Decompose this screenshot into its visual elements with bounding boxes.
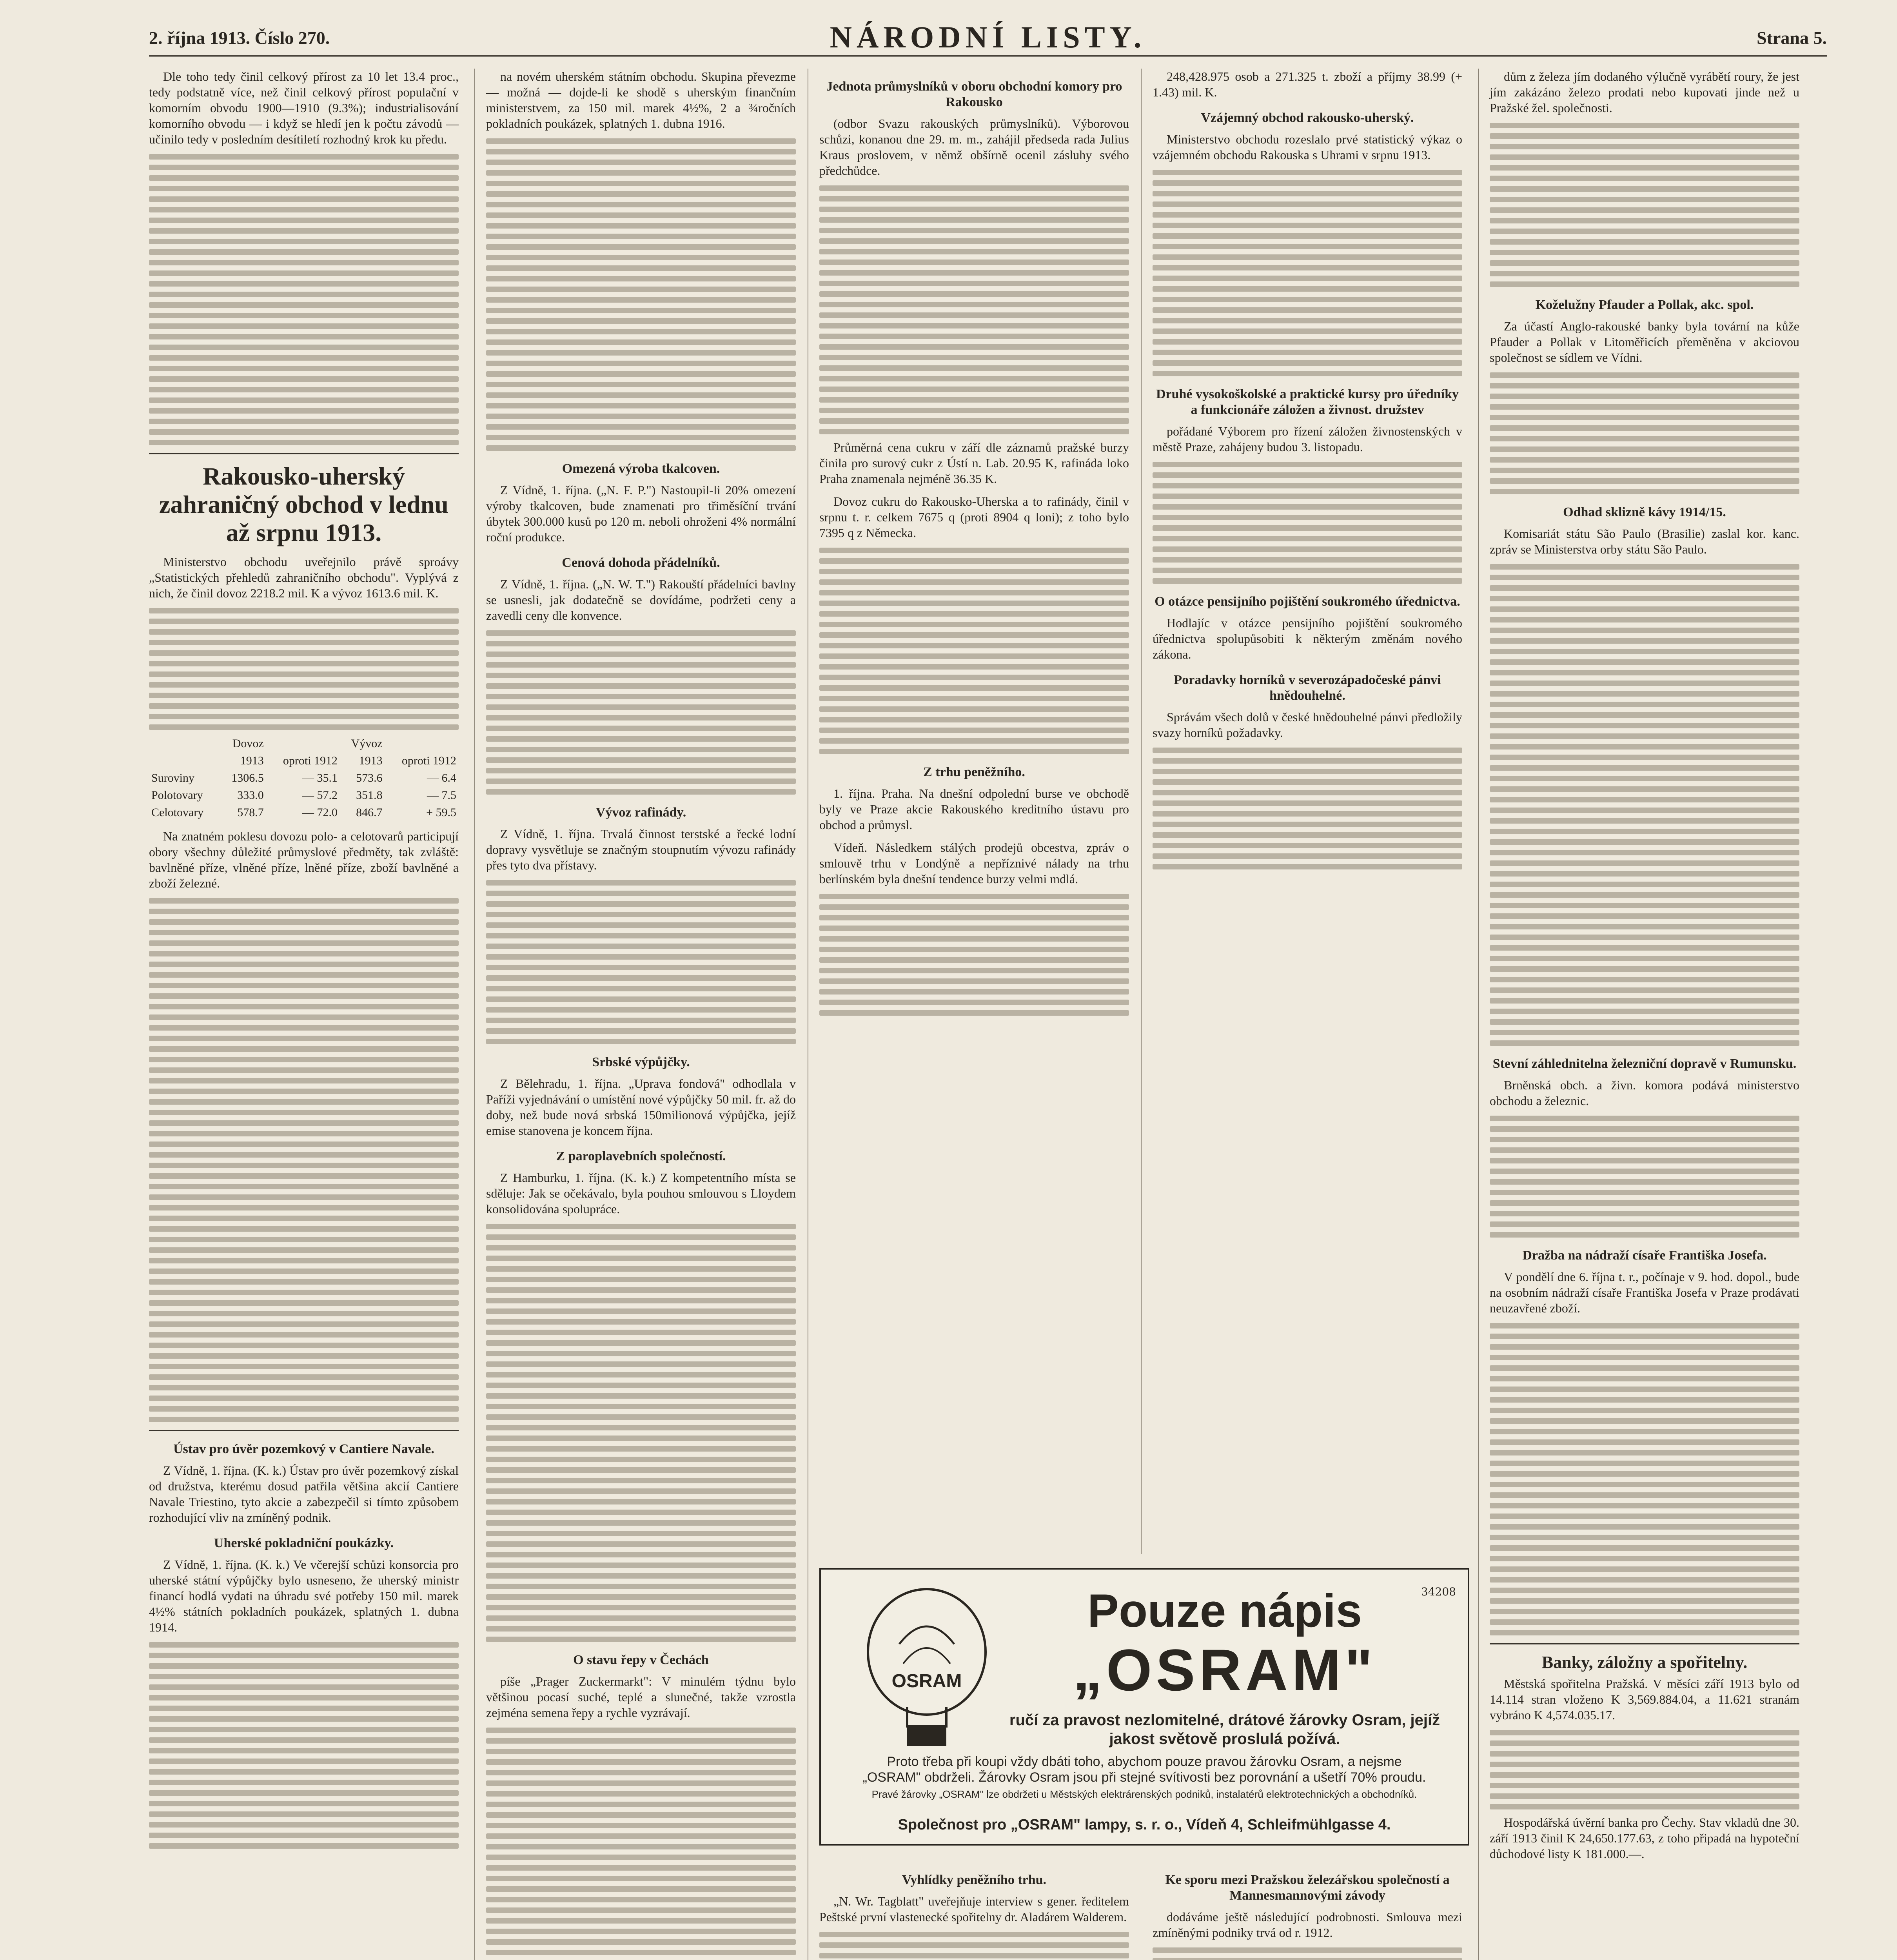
text-filler (1490, 123, 1799, 287)
bulb-brand-lettering: OSRAM (891, 1671, 962, 1691)
article-text: pořádané Výborem pro řízení záložen živnostenských v městě Praze, zahájeny budou 3. listopadu. (1153, 424, 1462, 454)
trade-table (149, 735, 459, 821)
text-filler (819, 548, 1129, 754)
text-filler (149, 154, 459, 445)
text-filler (486, 1224, 796, 1642)
column-divider (474, 69, 475, 1960)
article-text: Z Hamburku, 1. října. (K. k.) Z kompetentního místa se sděluje: Jak se očekávalo, byla pouhou smlouvou s Lloydem konsolidována spolupráce. (486, 1171, 796, 1216)
ad-claim: ručí za pravost nezlomitelné, drátové žárovky Osram, jejíž jakost světově proslulá požívá. (1009, 1711, 1440, 1748)
article-text: Komisariát státu São Paulo (Brasilie) zaslal kor. kanc. zpráv se Ministerstva orby státu São Paulo. (1490, 526, 1799, 556)
text-filler (1153, 170, 1462, 376)
column-3-lower (819, 1862, 1129, 1960)
text-filler (1490, 1116, 1799, 1238)
text-filler (1153, 462, 1462, 584)
article-text: Z Bělehradu, 1. října. „Uprava fondová" odhodlala v Paříži vyjednávání o umístění nové výpůjčky 50 mil. fr. až do doby, než bude nová srbská 150milionová výpůjčka, jejíž emise stanovena je koncem října. (486, 1076, 796, 1138)
article-text: „N. Wr. Tagblatt" uveřejňuje interview s gener. ředitelem Peštské první vlastenecké spořitelny dr. Aladárem Walderem. (819, 1894, 1129, 1924)
article-text: dodáváme ještě následující podrobnosti. Smlouva mezi zmíněnými podniky trvá od r. 1912. (1153, 1910, 1462, 1940)
text-filler (1153, 1947, 1462, 1960)
section-heading: Stevní záhlednitelna železniční dopravě v Rumunsku. (1492, 1056, 1797, 1071)
column-2 (486, 69, 796, 1960)
section-heading: Koželužny Pfauder a Pollak, akc. spol. (1535, 298, 1754, 312)
section-heading: Uherské pokladniční poukázky. (214, 1536, 394, 1550)
text-filler (486, 1728, 796, 1960)
page-number: Strana 5. (1757, 28, 1827, 48)
text-filler (1153, 748, 1462, 869)
article-text: Městská spořitelna Pražská. V měsíci září 1913 bylo od 14.114 stran vloženo K 3,569.884.04, a 11.621 stranám vybráno K 4,574.035.17. (1490, 1677, 1799, 1722)
table-row: Dovoz Vývoz (232, 737, 383, 750)
section-heading: Ústav pro úvěr pozemkový v Cantiere Navale. (173, 1442, 434, 1456)
section-heading: Vyhlídky peněžního trhu. (902, 1873, 1047, 1887)
article-text: Z Vídně, 1. října. (K. k.) Ve včerejší schůzi konsorcia pro uherské státní výpůjčky bylo usneseno, že uherský ministr financí hodlá vydati na úhradu své potřeby 150 mil. marek 4½% státních pokladních poukázek, splatných 1. dubna 1914. (149, 1557, 459, 1634)
section-heading: Banky, záložny a spořitelny. (1541, 1653, 1748, 1672)
text-filler (1490, 564, 1799, 1046)
article-text: Vídeň. Následkem stálých prodejů obcestva, zpráv o smlouvě trhu v Londýně a nepříznivé nálady na trhu berlínském byla dnešní tendence burzy velmi mdlá. (819, 840, 1129, 886)
article-text: Dle toho tedy činil celkový přírost za 10 let 13.4 proc., tedy podstatně více, než činil celkový přírost populační v komorním obvodu 1900—1910 (9.3%); industrialisování komorního obvodu — i když se hledí jen k počtu závodů — učinilo tedy v posledním desítiletí rozhodný krok ku předu. (149, 69, 459, 146)
article-headline: Rakousko-uherský zahraničný obchod v lednu až srpnu 1913. (159, 462, 448, 546)
text-filler (149, 608, 459, 730)
section-heading: Dražba na nádraží císaře Františka Josefa. (1522, 1248, 1767, 1263)
text-filler (819, 185, 1129, 434)
text-filler (819, 894, 1129, 1016)
article-text: Správám všech dolů v české hnědouhelné pánvi předložily svazy horníků požadavky. (1153, 710, 1462, 740)
text-filler (1490, 372, 1799, 494)
osram-advertisement (819, 1568, 1469, 1846)
table-row: Suroviny 1306.5 — 35.1 573.6 — 6.4 (151, 771, 456, 784)
divider (149, 1430, 459, 1431)
ad-brand: „OSRAM" (1073, 1637, 1377, 1703)
ad-body-text: Proto třeba při koupi vždy dbáti toho, abychom pouze pravou žárovku Osram, a nejsme „OSRAM" obdrželi. Žárovky Osram jsou při stejné svítivosti bez porovnání a ušetří 70% proudu. (862, 1754, 1426, 1785)
column-divider (1478, 69, 1479, 1960)
text-filler (819, 1932, 1129, 1960)
section-heading: Odhad sklizně kávy 1914/15. (1563, 505, 1726, 519)
section-heading: Z paroplavebních společností. (556, 1149, 726, 1163)
column-3 (819, 69, 1129, 1554)
article-text: Dovoz cukru do Rakousko-Uherska a to rafinády, činil v srpnu t. r. celkem 7675 q (proti 8904 q loni); z toho bylo 7395 q z Německa. (819, 494, 1129, 540)
text-filler (1490, 1730, 1799, 1809)
article-text: Průměrná cena cukru v září dle záznamů pražské burzy činila pro surový cukr z Ústí n. Lab. 20.95 K, rafináda loko Praha znamenala nejméně 36.35 K. (819, 440, 1129, 486)
column-4 (1153, 69, 1462, 1554)
article-text: 1. října. Praha. Na dnešní odpolední burse ve obchodě byly ve Praze akcie Rakouského kreditního ústavu pro obchod a průmysl. (819, 786, 1129, 832)
section-heading: Cenová dohoda přádelníků. (562, 555, 720, 570)
section-heading: O stavu řepy v Čechách (573, 1653, 709, 1667)
table-row: 1913 oproti 1912 1913 oproti 1912 (240, 754, 456, 767)
section-heading: Ke sporu mezi Pražskou železářskou společností a Mannesmannovými závody (1165, 1873, 1450, 1903)
issue-date: 2. října 1913. Číslo 270. (149, 28, 330, 48)
text-filler (486, 138, 796, 451)
column-divider (1141, 69, 1142, 1554)
ad-fine-print: Pravé žárovky „OSRAM" lze obdržeti u Městských elektrárenských podniků, instalatérů elektrotechnických a obchodníků. (871, 1788, 1417, 1800)
ad-stamp-number: 34208 (1421, 1585, 1456, 1598)
section-heading: Jednota průmyslníků v oboru obchodní komory pro Rakousko (826, 79, 1122, 109)
section-heading: Vzájemný obchod rakousko-uherský. (1201, 111, 1414, 125)
column-5 (1490, 69, 1799, 1960)
text-filler (149, 1642, 459, 1849)
article-text: Z Vídně, 1. října. („N. F. P.") Nastoupil-li 20% omezení výroby tkalcoven, bude znamenati pro třiměsíční trvání úbytek 300.000 kusů po 120 m. neboli ohroženi 4% normální roční produkce. (486, 483, 796, 544)
column-4-lower (1153, 1862, 1462, 1960)
section-heading: Srbské výpůjčky. (592, 1055, 690, 1069)
ad-company: Společnost pro „OSRAM" lampy, s. r. o., Vídeň 4, Schleifmühlgasse 4. (898, 1817, 1391, 1833)
text-filler (486, 630, 796, 795)
ad-body (860, 1754, 1429, 1800)
article-text: (odbor Svazu rakouských průmyslníků). Výborovou schůzi, konanou dne 29. m. m., zahájil předseda rada Julius Kraus proslovem, v němž obšírně ocenil zásluhy svého předchůdce. (819, 116, 1129, 178)
article-text: Za účastí Anglo-rakouské banky byla tovární na kůže Pfauder a Pollak v Litoměřicích přeměněna v akciovou společnost se sídlem ve Vídni. (1490, 319, 1799, 365)
table-row: Polotovary 333.0 — 57.2 351.8 — 7.5 (151, 789, 456, 802)
text-filler (486, 880, 796, 1044)
newspaper-title: NÁRODNÍ LISTY. (830, 20, 1146, 54)
section-heading: O otázce pensijního pojištění soukromého úřednictva. (1155, 594, 1460, 609)
table-row: Celotovary 578.7 — 72.0 846.7 + 59.5 (151, 806, 456, 819)
article-text: Z Vídně, 1. října. („N. W. T.") Rakouští přádelníci bavlny se usnesli, jak dodatečně se dovídáme, podržeti ceny a zavedli ceny dle konvence. (486, 577, 796, 622)
article-text: V pondělí dne 6. října t. r., počínaje v 9. hod. dopol., bude na osobním nádraží císaře Františka Josefa v Praze prodávati neuzavřené zboží. (1490, 1270, 1799, 1315)
section-heading: Druhé vysokoškolské a praktické kursy pro úředníky a funkcionáře záložen a živnost. družstev (1156, 387, 1459, 417)
article-text: na novém uherském státním obchodu. Skupina převezme — možná — dojde-li ke shodě s uherským finančním ministerstvem, za 150 mil. marek 4½%, 2 a ¾ročních pokladních poukázek, splatných 1. dubna 1916. (486, 69, 796, 131)
article-text: Na znatném poklesu dovozu polo- a celotovarů participují obory všechny důležité průmyslové předměty, tak zvláště: bavlněné příze, vlněné příze, lněné příze, zboží bavlněné a zboží železné. (149, 829, 459, 890)
article-text: 248,428.975 osob a 271.325 t. zboží a příjmy 38.99 (+ 1.43) mil. K. (1153, 69, 1462, 99)
article-text: Hospodářská úvěrní banka pro Čechy. Stav vkladů dne 30. září 1913 činil K 24,650.177.63, z toho připadá na hypoteční důchodové listy K 181.000.—. (1490, 1815, 1799, 1861)
text-filler (1490, 1323, 1799, 1635)
ad-title: Pouze nápis (1087, 1584, 1362, 1637)
column-1 (149, 69, 459, 1960)
divider (149, 453, 459, 454)
light-bulb-icon (848, 1585, 1005, 1754)
section-heading: Vývoz rafinády. (595, 805, 686, 820)
section-heading: Z trhu peněžního. (923, 765, 1025, 779)
text-filler (149, 898, 459, 1422)
section-heading: Omezená výroba tkalcoven. (562, 461, 720, 476)
masthead (149, 12, 1827, 57)
article-text: Z Vídně, 1. října. Trvalá činnost terstské a řecké lodní dopravy vysvětluje se značným stoupnutím vývozu rafinády přes tyto dva přístavy. (486, 827, 796, 872)
divider (1490, 1643, 1799, 1644)
article-text: Brněnská obch. a živn. komora podává ministerstvo obchodu a železnic. (1490, 1078, 1799, 1108)
article-text: Ministerstvo obchodu uveřejnilo právě sproávy „Statistických přehledů zahraničního obchodu". Vyplývá z nich, že činil dovoz 2218.2 mil. K a vývoz 1613.6 mil. K. (149, 555, 459, 600)
article-text: Hodlajíc v otázce pensijního pojištění soukromého úřednictva spolupůsobiti k některým změnám nového zákona. (1153, 616, 1462, 661)
article-text: Ministerstvo obchodu rozeslalo prvé statistický výkaz o vzájemném obchodu Rakouska s Uhrami v srpnu 1913. (1153, 132, 1462, 162)
article-text: Z Vídně, 1. října. (K. k.) Ústav pro úvěr pozemkový získal od družstva, kterému dosud patřila většina akcií Cantiere Navale Triestino, tyto akcie a zabezpečil si tímto způsobem rozhodující vliv na zmíněný podnik. (149, 1463, 459, 1524)
article-text: dům z železa jím dodaného výlučně vyrábětí roury, že jest jím zakázáno železo prodati nebo kupovati jinde než u Pražské žel. společnosti. (1490, 69, 1799, 115)
section-heading: Poradavky horníků v severozápadočeské pánvi hnědouhelné. (1174, 673, 1441, 703)
article-text: píše „Prager Zuckermarkt": V minulém týdnu bylo většinou pocasí suché, teplé a slunečné, takže vzrostla zejména semena řepy a rychle vyzrávají. (486, 1674, 796, 1720)
